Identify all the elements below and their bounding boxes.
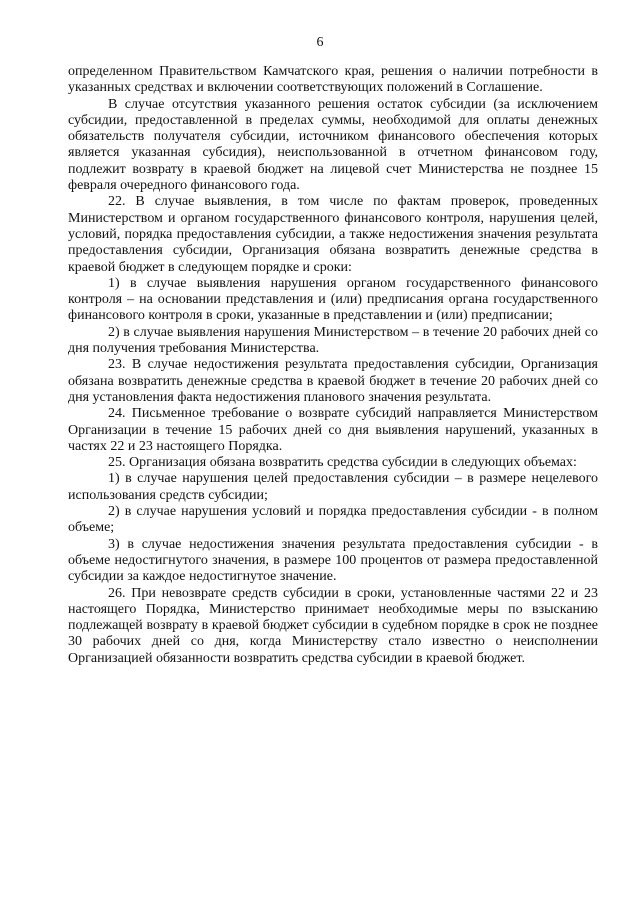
paragraph-22-item-1: 1) в случае выявления нарушения органом государственного финансового контроля – на основании представления и (или) предписания органа государственного финансового контроля в сроки, указанные в представлении и (или) предписании; (68, 275, 598, 324)
paragraph-25: 25. Организация обязана возвратить средства субсидии в следующих объемах: (108, 455, 577, 471)
paragraph-22: 22. В случае выявления, в том числе по фактам проверок, проведенных Министерством и органом государственного финансового контроля, нарушения целей, условий, порядка предоставления субсидии, а также недостижения значения результата предоставления субсидии, Организация обязана возвратить денежные средства в краевой бюджет в следующем порядке и сроки: (68, 194, 598, 275)
paragraph-22-item-2: 2) в случае выявления нарушения Министерством – в течение 20 рабочих дней со дня получения требования Министерства. (68, 324, 598, 357)
paragraph-25-item-1: 1) в случае нарушения целей предоставления субсидии – в размере нецелевого использования средств субсидии; (68, 471, 598, 503)
paragraph-23: 23. В случае недостижения результата предоставления субсидии, Организация обязана возвратить денежные средства в краевой бюджет в течение 20 рабочих дней со дня установления факта недостижения планового значения результата. (68, 357, 598, 405)
paragraph-25-item-3: 3) в случае недостижения значения результата предоставления субсидии - в объеме недостигнутого значения, в размере 100 процентов от размера предоставленной субсидии за каждое недостигнутое значение. (68, 536, 598, 585)
paragraph-unused-balance: В случае отсутствия указанного решения остаток субсидии (за исключением субсидии, предоставленной в пределах суммы, необходимой для оплаты денежных обязательств получателя субсидии, источником финансового обеспечения которых является указанная субсидия), неиспользованной в отчетном финансовом году, подлежит возврату в краевой бюджет на лицевой счет Министерства не позднее 15 февраля очередного финансового года. (68, 96, 598, 194)
paragraph-continuation: определенном Правительством Камчатского края, решения о наличии потребности в указанных средствах и включении соответствующих положений в Соглашение. (68, 64, 598, 96)
document-body (68, 64, 598, 667)
paragraph-25-item-2: 2) в случае нарушения условий и порядка предоставления субсидии - в полном объеме; (68, 504, 598, 536)
paragraph-26: 26. При невозврате средств субсидии в сроки, установленные частями 22 и 23 настоящего Порядка, Министерство принимает необходимые меры по взысканию подлежащей возврату в краевой бюджет субсидии в судебном порядке в срок не позднее 30 рабочих дней со дня, когда Министерству стало известно о неисполнении Организацией обязанности возвратить средства субсидии в краевой бюджет. (68, 585, 598, 666)
page-number: 6 (316, 35, 324, 50)
paragraph-24: 24. Письменное требование о возврате субсидий направляется Министерством Организации в течение 15 рабочих дней со дня выявления нарушений, указанных в частях 22 и 23 настоящего Порядка. (68, 406, 598, 454)
